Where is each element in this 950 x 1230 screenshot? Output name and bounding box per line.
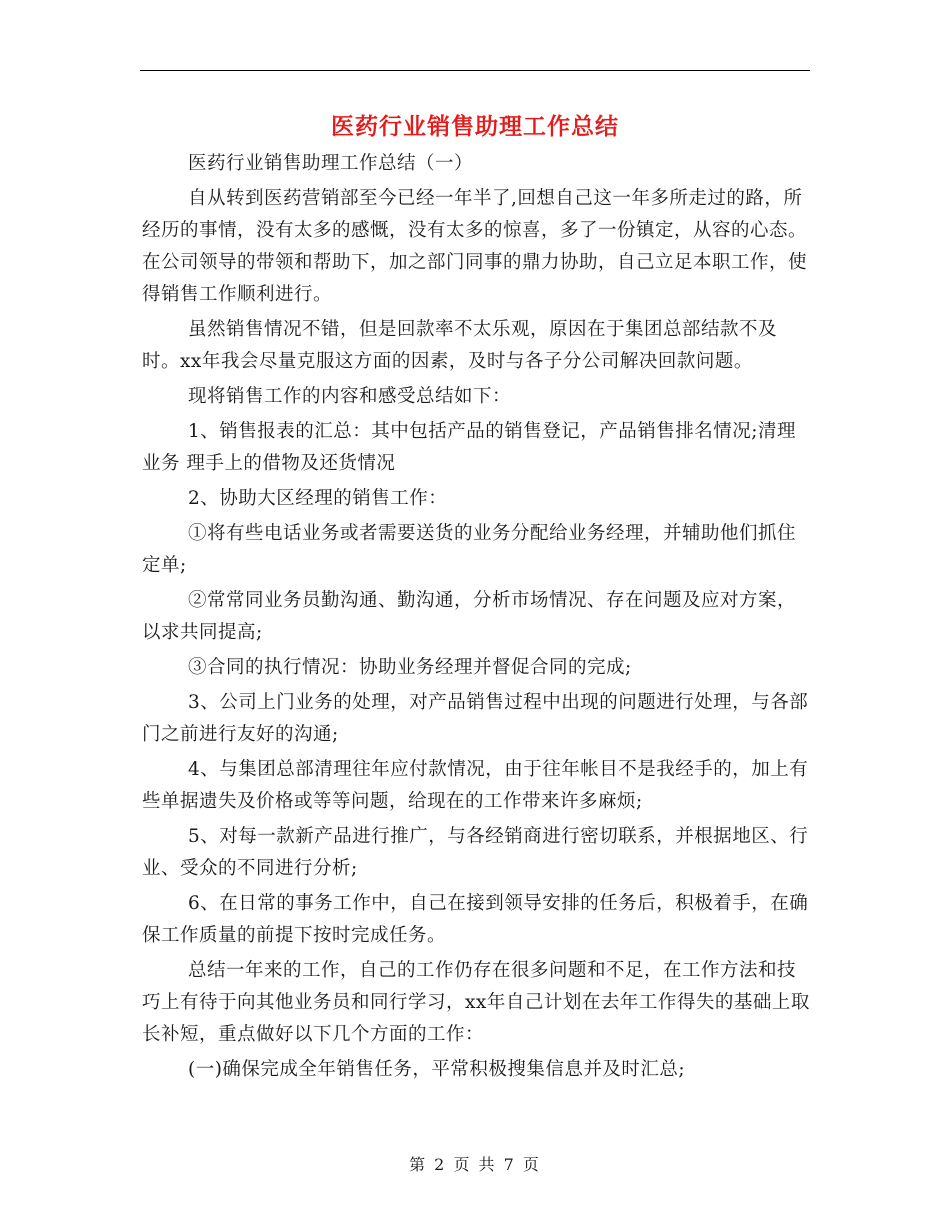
paragraph: ①将有些电话业务或者需要送货的业务分配给业务经理，并辅助他们抓住定单;	[142, 523, 797, 576]
paragraph: 3、公司上门业务的处理，对产品销售过程中出现的问题进行处理，与各部门之前进行友好的沟通;	[142, 692, 809, 745]
paragraph: 4、与集团总部清理往年应付款情况，由于往年帐目不是我经手的，加上有些单据遗失及价格或等等问题，给现在的工作带来许多麻烦;	[142, 759, 809, 812]
paragraph: (一)确保完成全年销售任务，平常积极搜集信息并及时汇总;	[188, 1059, 686, 1080]
paragraph: 5、对每一款新产品进行推广，与各经销商进行密切联系，并根据地区、行业、受众的不同进行分析;	[142, 826, 809, 879]
paragraph: 6、在日常的事务工作中，自己在接到领导安排的任务后，积极着手，在确保工作质量的前提下按时完成任务。	[142, 893, 809, 946]
paragraph: ③合同的执行情况：协助业务经理并督促合同的完成;	[188, 657, 632, 678]
paragraph: 自从转到医药营销部至今已经一年半了,回想自己这一年多所走过的路，所经历的事情，没有太多的感慨，没有太多的惊喜，多了一份镇定，从容的心态。在公司领导的带领和帮助下，加之部门同事的鼎力协助，自己立足本职工作，使得销售工作顺利进行。	[142, 188, 808, 305]
paragraph: 虽然销售情况不错，但是回款率不太乐观，原因在于集团总部结款不及时。xx年我会尽量克服这方面的因素，及时与各子分公司解决回款问题。	[142, 319, 778, 372]
paragraph: 现将销售工作的内容和感受总结如下：	[188, 386, 512, 407]
document-title: 医药行业销售助理工作总结	[331, 113, 619, 140]
paragraph: ②常常同业务员勤沟通、勤沟通，分析市场情况、存在问题及应对方案，以求共同提高;	[142, 590, 797, 643]
page-number: 第 2 页 共 7 页	[409, 1155, 541, 1174]
paragraph-subtitle: 医药行业销售助理工作总结（一）	[188, 153, 474, 174]
paragraph: 1、销售报表的汇总：其中包括产品的销售登记，产品销售排名情况;清理业务 理手上的借物及还货情况	[142, 421, 797, 474]
paragraph: 总结一年来的工作，自己的工作仍存在很多问题和不足，在工作方法和技巧上有待于向其他业务员和同行学习，xx年自己计划在去年工作得失的基础上取长补短，重点做好以下几个方面的工作：	[142, 960, 810, 1045]
document-body	[142, 148, 810, 1089]
paragraph: 2、协助大区经理的销售工作：	[188, 488, 448, 509]
header-rule	[140, 70, 810, 71]
